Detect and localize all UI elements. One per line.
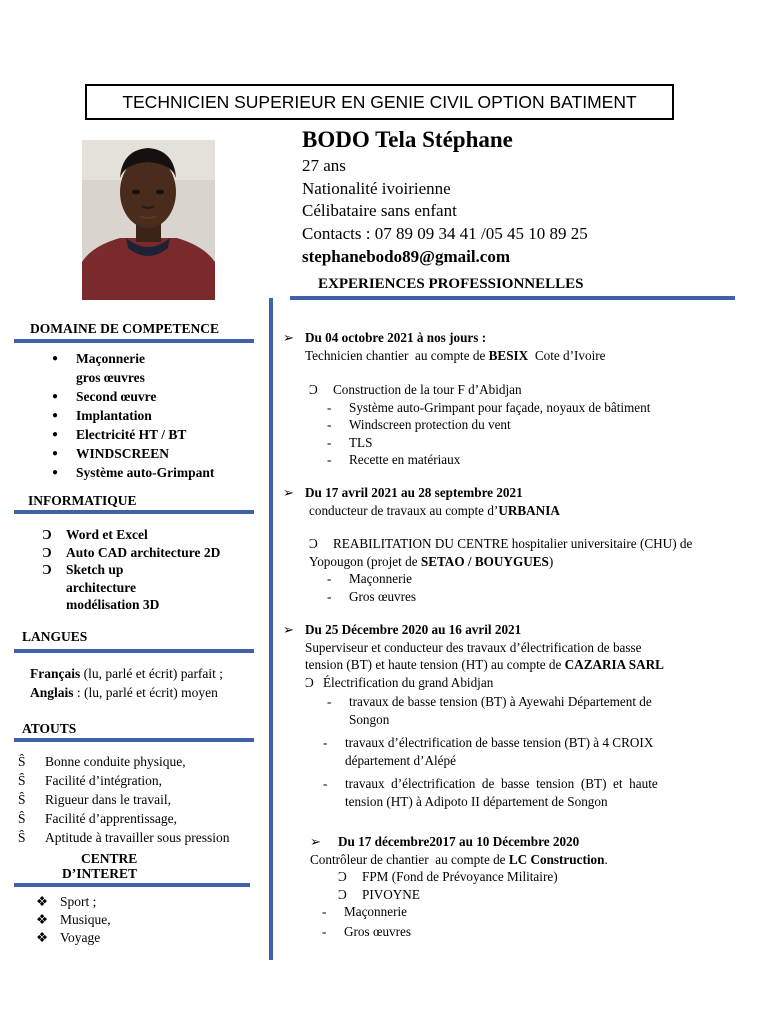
interets-heading-line2: D’INTERET bbox=[62, 866, 138, 881]
list-item: Ŝ Facilité d’intégration, bbox=[18, 773, 162, 788]
interets-list bbox=[36, 893, 111, 947]
dash-bullet: - bbox=[323, 735, 328, 750]
diamond-bullet-icon: ❖ bbox=[36, 912, 49, 927]
bullet-icon: ● bbox=[52, 391, 59, 402]
interets-heading-line1: CENTRE bbox=[81, 851, 138, 866]
full-name: BODO Tela Stéphane bbox=[302, 127, 513, 152]
experience-period: Du 25 Décembre 2020 au 16 avril 2021 bbox=[305, 622, 522, 637]
experiences-underline bbox=[290, 296, 735, 300]
dash-bullet: - bbox=[322, 923, 327, 939]
atouts-heading: ATOUTS bbox=[22, 721, 77, 736]
dash-bullet: - bbox=[323, 776, 328, 791]
informatique-list bbox=[42, 526, 220, 614]
marital-status: Célibataire sans enfant bbox=[302, 201, 457, 220]
list-item: ❖ Sport ; bbox=[36, 894, 97, 909]
arrow-bullet-icon: ➢ bbox=[310, 834, 322, 849]
age: 27 ans bbox=[302, 156, 346, 175]
langues-list bbox=[30, 664, 223, 702]
experience-period: Du 17 avril 2021 au 28 septembre 2021 bbox=[305, 485, 523, 500]
list-item: Ŝ Aptitude à travailler sous pression bbox=[18, 830, 230, 845]
bullet-icon: ● bbox=[52, 467, 59, 478]
atouts-underline bbox=[14, 738, 254, 742]
langues-underline bbox=[14, 649, 254, 653]
experience-period: Du 17 décembre2017 au 10 Décembre 2020 bbox=[338, 834, 580, 849]
arrow-bullet-icon: ➢ bbox=[283, 622, 295, 637]
nationality: Nationalité ivoirienne bbox=[302, 179, 451, 198]
atout-bullet-icon: Ŝ bbox=[18, 754, 26, 769]
list-item: ❖ Musique, bbox=[36, 912, 111, 927]
profile-photo bbox=[82, 140, 215, 300]
atout-bullet-icon: Ŝ bbox=[18, 811, 26, 826]
list-item: Anglais : (lu, parlé et écrit) moyen bbox=[30, 685, 218, 700]
experiences-heading: EXPERIENCES PROFESSIONNELLES bbox=[318, 276, 584, 292]
hook-bullet-icon: Ͻ bbox=[309, 382, 318, 397]
dash-bullet: - bbox=[327, 452, 332, 467]
competences-list bbox=[52, 349, 214, 482]
dash-bullet: - bbox=[322, 904, 327, 919]
interets-underline bbox=[14, 883, 250, 887]
hook-bullet-icon: Ͻ bbox=[305, 674, 314, 690]
competences-underline bbox=[14, 339, 254, 343]
bullet-icon: ● bbox=[52, 448, 59, 459]
list-item: ● Système auto-Grimpant bbox=[52, 465, 215, 480]
list-item: Ͻ Sketch up bbox=[42, 562, 124, 577]
dash-bullet: - bbox=[327, 399, 332, 415]
list-item: Ŝ Facilité d’apprentissage, bbox=[18, 811, 177, 826]
list-item: ● Maçonnerie bbox=[52, 351, 145, 366]
list-item: modélisation 3D bbox=[66, 597, 160, 612]
list-item: ❖ Voyage bbox=[36, 930, 101, 945]
dash-bullet: - bbox=[327, 571, 332, 586]
dash-bullet: - bbox=[327, 694, 332, 709]
list-item: ● Electricité HT / BT bbox=[52, 427, 187, 442]
informatique-underline bbox=[14, 510, 254, 514]
atout-bullet-icon: Ŝ bbox=[18, 830, 26, 845]
hook-bullet-icon: Ͻ bbox=[42, 562, 52, 577]
list-item: Ŝ Rigueur dans le travail, bbox=[18, 792, 171, 807]
list-item: ● Implantation bbox=[52, 408, 152, 423]
experience-4: ➢ Du 17 décembre2017 au 10 Décembre 2020 Contrôleur de chantier au compte de LC Construction. Ͻ FPM (Fond de Prévoyance Militaire) Ͻ PIVOYNE - Maçonnerie - Gros œuvres bbox=[310, 834, 608, 939]
diamond-bullet-icon: ❖ bbox=[36, 930, 49, 945]
dash-bullet: - bbox=[327, 434, 332, 450]
list-item: Ͻ Auto CAD architecture 2D bbox=[42, 544, 221, 560]
bullet-icon: ● bbox=[52, 353, 59, 364]
list-item: ● WINDSCREEN bbox=[52, 446, 170, 461]
atout-bullet-icon: Ŝ bbox=[18, 773, 26, 788]
atouts-list bbox=[18, 752, 229, 847]
informatique-heading: INFORMATIQUE bbox=[28, 493, 137, 508]
competences-heading: DOMAINE DE COMPETENCE bbox=[30, 321, 220, 336]
hook-bullet-icon: Ͻ bbox=[42, 527, 52, 542]
experience-1: ➢ Du 04 octobre 2021 à nos jours : Technicien chantier au compte de BESIX Cote d’Ivoire Ͻ Construction de la tour F d’Abidjan - Système auto-Grimpant pour façade, noyaux de bâtiment - Windscreen protection du vent - TLS - Recette en matériaux bbox=[283, 330, 651, 467]
arrow-bullet-icon: ➢ bbox=[283, 330, 295, 345]
column-divider bbox=[269, 298, 273, 960]
list-item: ● Second œuvre bbox=[52, 389, 157, 404]
bullet-icon: ● bbox=[52, 410, 59, 421]
dash-bullet: - bbox=[327, 417, 332, 432]
bullet-icon: ● bbox=[52, 429, 59, 440]
cv-title: TECHNICIEN SUPERIEUR EN GENIE CIVIL OPTION BATIMENT bbox=[122, 91, 637, 112]
list-item: Ŝ Bonne conduite physique, bbox=[18, 754, 186, 769]
email[interactable]: stephanebodo89@gmail.com bbox=[302, 247, 511, 266]
list-item: Français (lu, parlé et écrit) parfait ; bbox=[30, 666, 224, 681]
hook-bullet-icon: Ͻ bbox=[42, 544, 52, 560]
atout-bullet-icon: Ŝ bbox=[18, 792, 26, 807]
experience-period: Du 04 octobre 2021 à nos jours : bbox=[305, 330, 487, 345]
list-item: Ͻ Word et Excel bbox=[42, 527, 148, 542]
experience-3: ➢ Du 25 Décembre 2020 au 16 avril 2021 Superviseur et conducteur des travaux d’électrification de basse tension (BT) et haute tension (HT) au compte de CAZARIA SARL Ͻ Électrification du grand Abidjan - travaux de basse tension (BT) à Ayewahi Département de Songon - travaux d’électrification de basse tension (BT) à 4 CROIX département d’Alépé - travaux d’électrification de basse tension (BT) et haute tension (HT) à Adipoto II département de Songon bbox=[283, 622, 664, 809]
diamond-bullet-icon: ❖ bbox=[36, 894, 49, 909]
contacts: Contacts : 07 89 09 34 41 /05 45 10 89 25 bbox=[302, 224, 588, 243]
list-item: architecture bbox=[66, 579, 136, 595]
cv-title-box bbox=[85, 84, 674, 120]
hook-bullet-icon: Ͻ bbox=[338, 869, 347, 884]
experience-2: ➢ Du 17 avril 2021 au 28 septembre 2021 conducteur de travaux au compte d’URBANIA Ͻ REABILITATION DU CENTRE hospitalier universitaire (CHU) de Yopougon (projet de SETAO / BOUYGUES) - Maçonnerie - Gros œuvres bbox=[283, 485, 693, 604]
langues-heading: LANGUES bbox=[22, 629, 88, 644]
list-item: gros œuvres bbox=[76, 370, 145, 385]
hook-bullet-icon: Ͻ bbox=[309, 536, 318, 551]
dash-bullet: - bbox=[327, 588, 332, 604]
arrow-bullet-icon: ➢ bbox=[283, 485, 295, 500]
hook-bullet-icon: Ͻ bbox=[338, 886, 347, 902]
